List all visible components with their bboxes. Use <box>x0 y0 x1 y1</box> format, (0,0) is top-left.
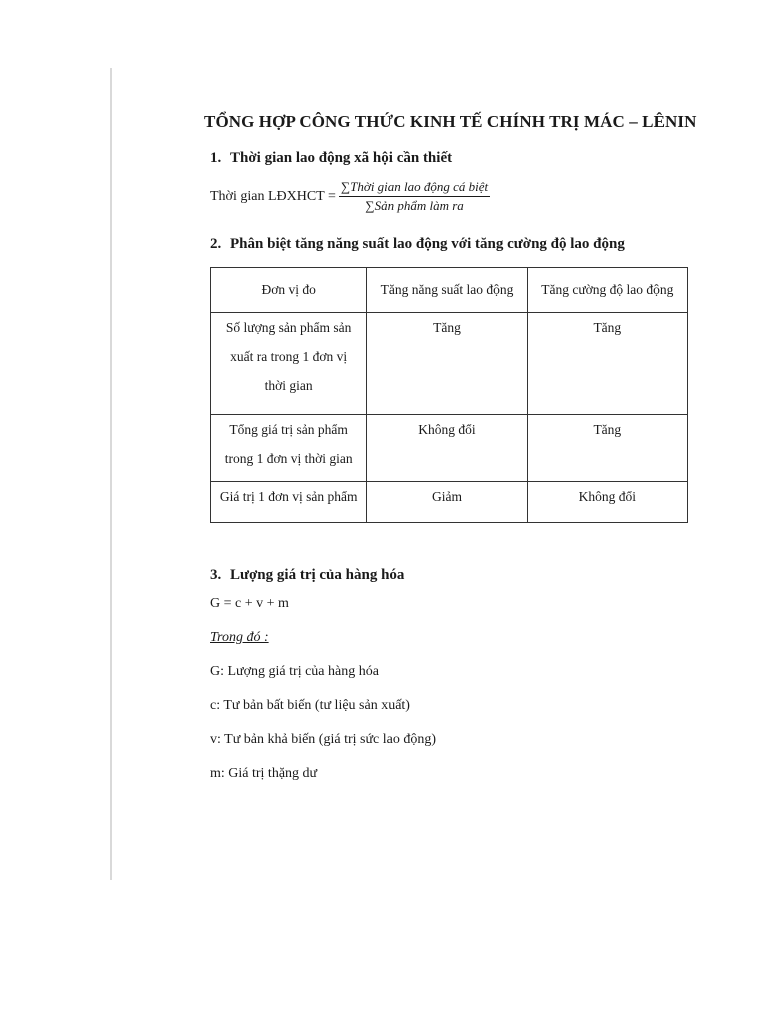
page-margin-rule <box>110 68 112 880</box>
definition-item: m: Giá trị thặng dư <box>210 766 318 781</box>
section-1-number: 1. <box>210 150 222 166</box>
table-cell-intensity: Không đổi <box>527 482 687 523</box>
formula-lhs: Thời gian LĐXHCT = <box>210 188 336 204</box>
section-3-title: Lượng giá trị của hàng hóa <box>230 567 405 583</box>
table-row-label <box>211 313 367 415</box>
definition-item: v: Tư bản khả biến (giá trị sức lao động) <box>210 732 437 747</box>
section-1-title: Thời gian lao động xã hội cần thiết <box>230 150 453 166</box>
label-line: xuất ra trong 1 đơn vị <box>230 349 348 364</box>
definition-item: G: Lượng giá trị của hàng hóa <box>210 664 379 679</box>
formula-numerator <box>339 179 490 197</box>
label-line: thời gian <box>264 378 313 393</box>
definition-item: c: Tư bản bất biến (tư liệu sản xuất) <box>210 698 410 713</box>
section-2-number: 2. <box>210 236 222 252</box>
table-cell-productivity: Không đổi <box>367 415 527 482</box>
label-line: Tổng giá trị sản phẩm <box>229 422 348 437</box>
section-2-title: Phân biệt tăng năng suất lao động với tăng cường độ lao động <box>230 236 625 252</box>
sum-symbol: ∑ <box>340 179 351 194</box>
document-title: TỔNG HỢP CÔNG THỨC KINH TẾ CHÍNH TRỊ MÁC – LÊNIN <box>204 112 697 131</box>
label-line: Số lượng sản phẩm sản <box>225 320 352 335</box>
table-header-cell: Tăng cường độ lao động <box>527 268 687 313</box>
table-header-cell: Đơn vị đo <box>211 268 367 313</box>
denominator-text: Sản phẩm làm ra <box>374 198 464 213</box>
section-2-heading <box>210 236 700 253</box>
comparison-table <box>210 267 688 523</box>
table-cell-productivity: Tăng <box>367 313 527 415</box>
ldxhct-formula <box>210 179 700 214</box>
table-row-label <box>211 415 367 482</box>
table-header-cell: Tăng năng suất lao động <box>367 268 527 313</box>
formula-fraction <box>339 179 490 214</box>
table-cell-intensity: Tăng <box>527 313 687 415</box>
section-1-heading <box>210 150 700 167</box>
table-row-label <box>211 482 367 523</box>
table-header-row <box>211 268 688 313</box>
table-cell-intensity: Tăng <box>527 415 687 482</box>
sum-symbol: ∑ <box>365 198 375 213</box>
table-row <box>211 415 688 482</box>
table-cell-productivity: Giảm <box>367 482 527 523</box>
formula-denominator <box>365 197 463 214</box>
table-row <box>211 482 688 523</box>
document-page <box>200 112 700 800</box>
section-3-heading <box>210 567 700 584</box>
section-3-number: 3. <box>210 567 222 583</box>
label-line: Giá trị 1 đơn vị sản phẩm <box>219 489 358 504</box>
value-formula: G = c + v + m <box>210 596 289 611</box>
label-line: trong 1 đơn vị thời gian <box>224 451 353 466</box>
table-row <box>211 313 688 415</box>
note-label: Trong đó : <box>210 630 269 645</box>
numerator-text: Thời gian lao động cá biệt <box>350 179 489 194</box>
section-3 <box>200 567 700 782</box>
